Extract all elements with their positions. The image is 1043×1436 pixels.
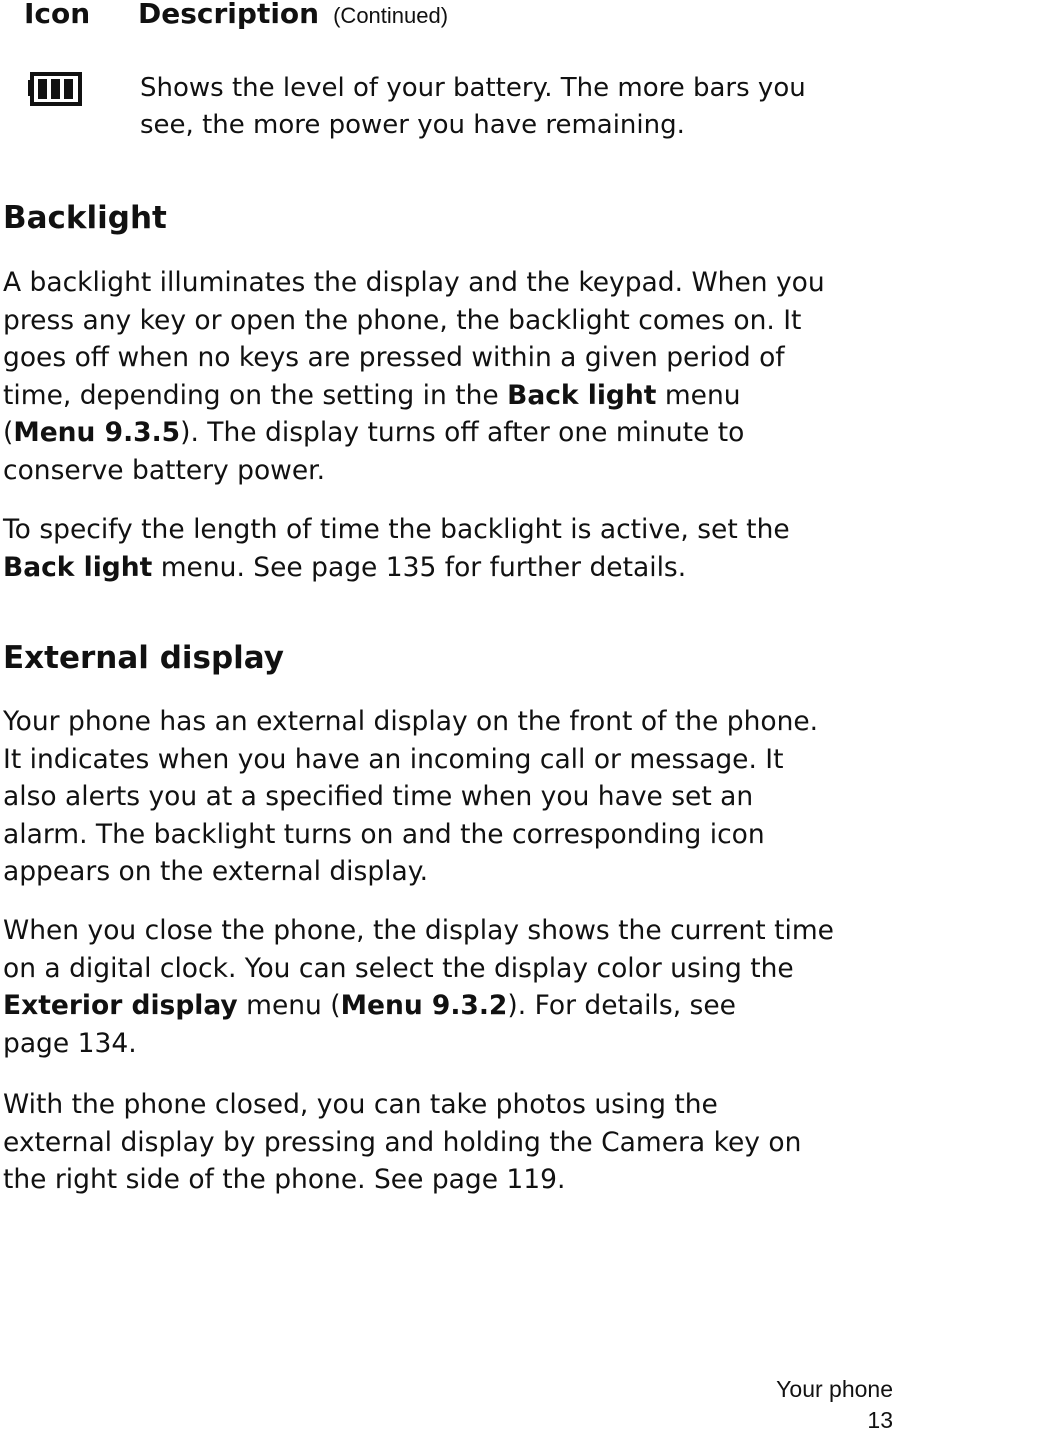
text-line: Back light menu. See page 135 for further details. xyxy=(3,551,687,583)
battery-description-line: see, the more power you have remaining. xyxy=(140,110,685,140)
text-line: page 134. xyxy=(3,1027,137,1059)
continued-label: (Continued) xyxy=(333,3,449,28)
battery-description xyxy=(140,70,900,144)
external-display-paragraph-2 xyxy=(3,912,903,1062)
text-line: also alerts you at a specified time when you have set an xyxy=(3,781,754,812)
text-line: press any key or open the phone, the backlight comes on. It xyxy=(3,304,802,336)
text-line: To specify the length of time the backlight is active, set the xyxy=(3,514,790,545)
menu-number: Menu 9.3.2 xyxy=(340,990,508,1021)
external-display-paragraph-3 xyxy=(3,1086,903,1199)
text-line: (Menu 9.3.5). The display turns off after one minute to xyxy=(3,417,745,448)
description-column-header: Description xyxy=(138,0,320,30)
exterior-display-menu-name: Exterior display xyxy=(3,990,238,1021)
text-line: alarm. The backlight turns on and the corresponding icon xyxy=(3,818,765,850)
text-line: It indicates when you have an incoming call or message. It xyxy=(3,743,784,775)
text-line: time, depending on the setting in the Back light menu xyxy=(3,379,741,411)
external-display-heading: External display xyxy=(3,640,284,676)
icon-table-header xyxy=(24,0,448,36)
text-line: appears on the external display. xyxy=(3,856,429,887)
text-line: goes off when no keys are pressed within a given period of xyxy=(3,342,785,373)
backlight-paragraph-1 xyxy=(3,264,903,489)
text-line: When you close the phone, the display shows the current time xyxy=(3,915,834,946)
menu-number: Menu 9.3.5 xyxy=(13,417,181,448)
text-line: conserve battery power. xyxy=(3,454,326,486)
back-light-menu-name: Back light xyxy=(3,551,153,583)
backlight-paragraph-2 xyxy=(3,511,903,586)
external-display-paragraph-1 xyxy=(3,703,903,891)
text-line: Your phone has an external display on the front of the phone. xyxy=(3,706,819,737)
footer-section-title: Your phone xyxy=(776,1376,893,1402)
text-line: external display by pressing and holding the Camera key on xyxy=(3,1126,802,1158)
back-light-menu-name: Back light xyxy=(507,379,657,411)
text-line: Exterior display menu (Menu 9.3.2). For details, see xyxy=(3,990,736,1021)
page-number: 13 xyxy=(867,1407,893,1433)
icon-column-header: Icon xyxy=(24,0,91,30)
text-line: on a digital clock. You can select the display color using the xyxy=(3,952,794,984)
text-line: the right side of the phone. See page 119. xyxy=(3,1164,566,1195)
page-footer xyxy=(776,1374,893,1436)
text-line: A backlight illuminates the display and the keypad. When you xyxy=(3,267,825,298)
battery-description-line: Shows the level of your battery. The more bars you xyxy=(140,73,806,103)
text-line: With the phone closed, you can take photos using the xyxy=(3,1089,718,1120)
battery-icon xyxy=(28,70,82,110)
backlight-heading: Backlight xyxy=(3,200,167,236)
